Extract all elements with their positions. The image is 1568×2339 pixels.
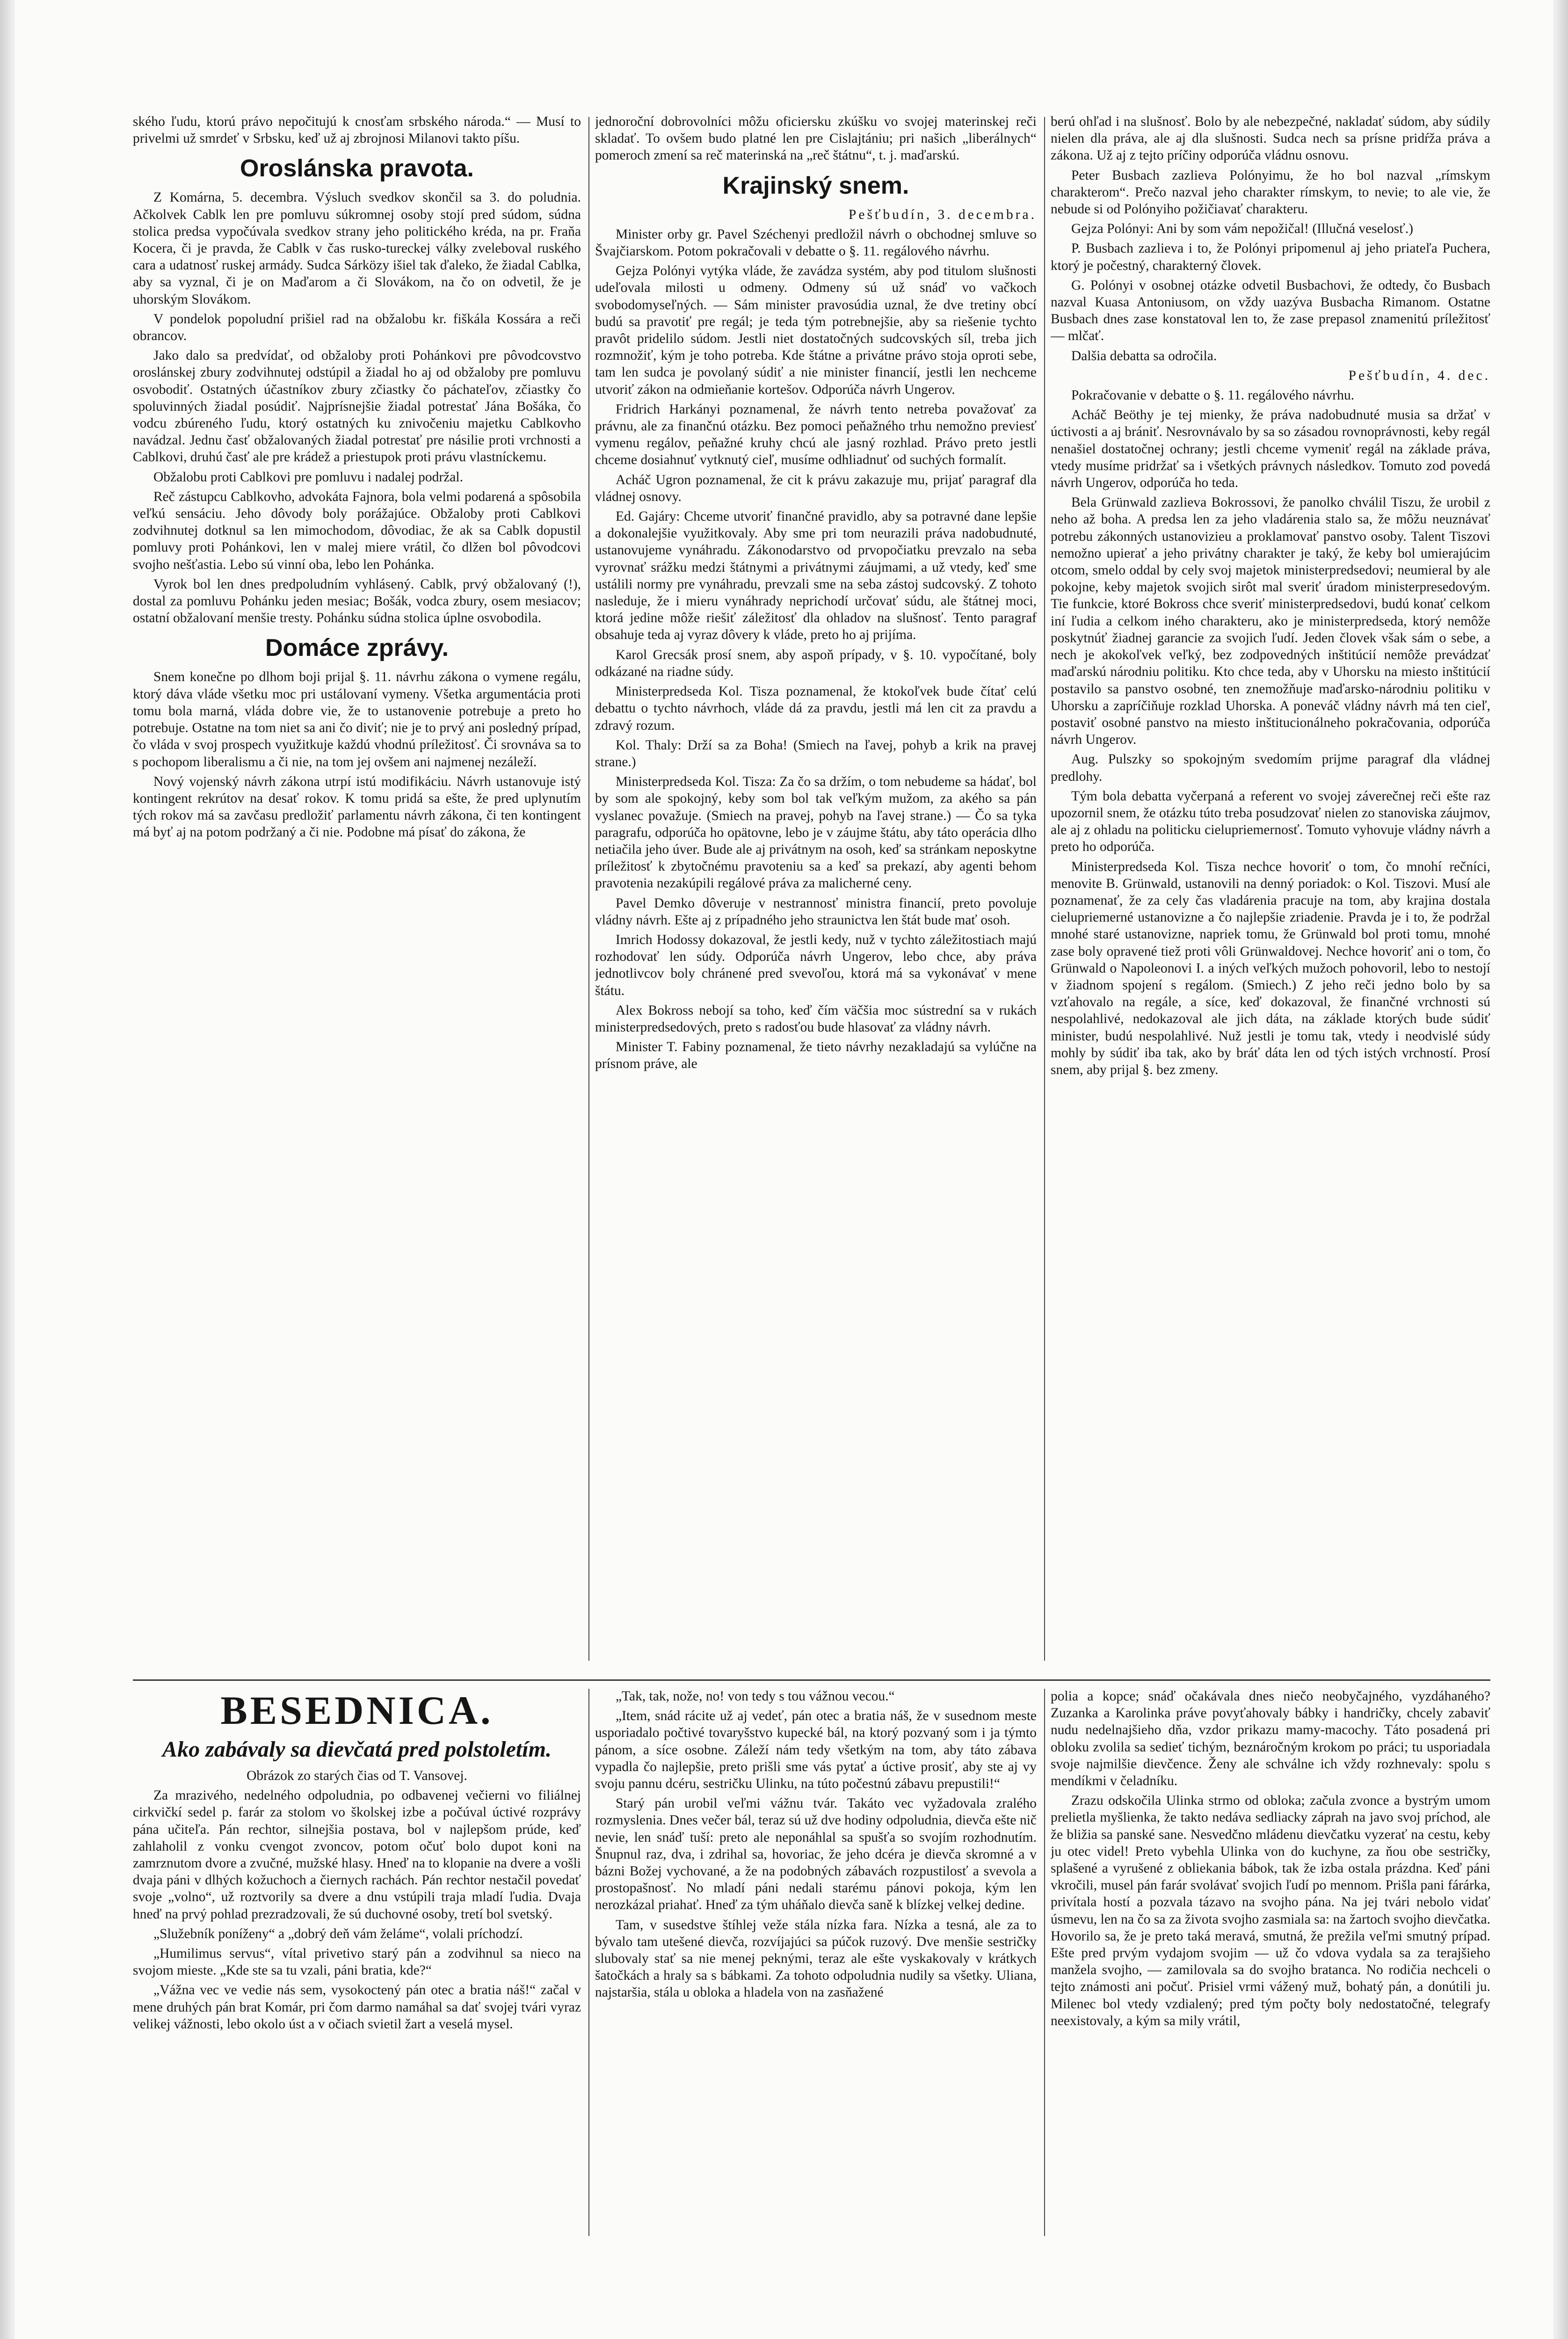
column-rule bbox=[588, 1689, 589, 2236]
paragraph: Peter Busbach zazlieva Polónyimu, že ho bol nazval „rímskym charakterom“. Prečo nazval jeho charakter rímskym, to nevie; to ale vie, že nebude si od Polónyiho požičiavať charakteru. bbox=[1051, 167, 1490, 217]
paragraph: Reč zástupcu Cablkovho, advokáta Fajnora, bola velmi podarená a spôsobila veľkú sensáciu. Jeho dôvody boly porážajúce. Obžaloby proti Cablkovi zodvihnutej dotknul sa len mimochodom, dôvodiac, že ak sa Cablk dopustil pomluvy proti Pohánkovi, len v malej miere vrátil, čo dlžen bol pôvodcovi svojho nešťastia. Lebo sú vinní oba, lebo len Pohánka. bbox=[133, 489, 581, 572]
paragraph: Jako dalo sa predvídať, od obžaloby proti Pohánkovi pre pôvodcovstvo oroslánskej zbury zodvihnutej odstúpil a žiadal ho aj od obžaloby pre pomluvu osvobodiť. Ostatných účastníkov zbury zčiastky čo páchateľov, zčiastky čo spoluvinných žiadal posúdiť. Najprísnejšie žiadal potrestať Jána Bošáka, čo vodcu zbúreného ľudu, ktorý ostatných ku znivočeniu majetku Cablkovho navádzal. Jednu časť obžalovaných žiadal potrestať pre násilie proti vrchnosti a Cablkovi, druhú časť ale pre krádež a priestupok proti právu vlastníckemu. bbox=[133, 348, 581, 465]
paragraph: Alex Bokross nebojí sa toho, keď čím väčšia moc sústrední sa v rukách ministerpredsedových, preto s radosťou bude hlasovať za vládny návrh. bbox=[595, 1002, 1037, 1035]
besednica-subtitle: Ako zabávaly sa dievčatá pred polstoletím. bbox=[162, 1737, 552, 1762]
paragraph: Ministerpredseda Kol. Tisza poznamenal, že ktokoľvek bude čítať celú debattu o tychto návrhoch, vláde dá za pravdu, jestli má len cit za pravdu a zdravý rozum. bbox=[595, 684, 1037, 733]
dateline: Pešťbudín, 4. dec. bbox=[1348, 368, 1490, 383]
besednica-byline: Obrázok zo starých čias od T. Vansovej. bbox=[247, 1768, 467, 1783]
scan-edge-left bbox=[0, 0, 15, 2339]
besednica-column-1 bbox=[133, 1688, 581, 2240]
paragraph: Gejza Polónyi vytýka vláde, že zavádza systém, aby pod titulom slušnosti udeľovala milosti u odmeny. Odmeny sú už snáď vo vačkoch svobodomyseľných. — Sám minister pravosúdia uznal, že dve tretiny obcí budú sa pravotiť pre regál; je teda tým potrebnejšie, aby sa riešenie tychto pravôt pridelilo súdom. Jestli niet dostatočných sudcovských síl, treba jich rozmnožiť, kým je toho potreba. Kde štátne a privátne právo stoja oproti sebe, tam len sudca je povolaný súdiť a nie minister financií, jestli len nechceme utvoriť zákon na odmieňanie kortešov. Odporúča návrh Ungerov. bbox=[595, 263, 1037, 397]
paragraph: Snem konečne po dlhom boji prijal §. 11. návrhu zákona o vymene regálu, ktorý dáva vláde všetku moc pri ustálovaní vymeny. Všetka argumentácia proti tomu bola marná, vláda dobre vie, že to ustanovenie potrebuje a preto ho potrebuje. Ostatne na tom niet sa ani čo diviť; nie je to prvý ani posledný prípad, čo vláda v svoj prospech využitkuje každú vhodnú príležitosť. Či srovnáva sa to s pochopom liberalismu a či nie, na tom jej ovšem ani najmenej nezáleží. bbox=[133, 669, 581, 770]
paragraph: Dalšia debatta sa odročila. bbox=[1071, 348, 1217, 363]
paragraph: Obžalobu proti Cablkovi pre pomluvu i nadalej podržal. bbox=[153, 469, 463, 485]
paragraph: Tým bola debatta vyčerpaná a referent vo svojej záverečnej reči ešte raz upozornil snem, že otázku túto treba posudzovať nielen zo stanoviska záujmov, ale aj z ohladu na politicku cielupriemernosť. Tomuto vyhovuje vládny návrh a preto ho odporúča. bbox=[1051, 788, 1490, 855]
paragraph: P. Busbach zazlieva i to, že Polónyi pripomenul aj jeho priateľa Puchera, ktorý je počestný, charakterný človek. bbox=[1051, 241, 1490, 273]
besednica-title: BESEDNICA. bbox=[220, 1688, 494, 1733]
upper-column-2 bbox=[595, 113, 1037, 1671]
paragraph: „Tak, tak, nože, no! von tedy s tou vážnou vecou.“ bbox=[616, 1689, 895, 1704]
paragraph: Minister orby gr. Pavel Széchenyi predložil návrh o obchodnej smluve so Švajčiarskom. Potom pokračovali v debatte o §. 11. regálového návrhu. bbox=[595, 226, 1037, 259]
paragraph: Ministerpredseda Kol. Tisza nechce hovoriť o tom, čo mnohí rečníci, menovite B. Grünwald, ustanovili na denný poriadok: o Kol. Tiszovi. Musí ale poznamenať, že za cely čas vladárenia pracuje na tom, aby krajina dostala cielupriemerné ustanovizne a čo najlepšie zriadenie. Pravda je i to, že podržal mnohé staré ustanovizne, napriek tomu, že Grünwald bol proti tomu, mnohé zase boly opravené tiež proti vôli Grünwaldovej. Nechce hovoriť ani o tom, čo Grünwald o Napoleonovi I. a iných veľkých mužoch pohovoril, lebo to nestojí v žiadnom spojení s regálom. (Smiech.) Z jeho reči jedno bolo by sa vzťahovalo na regále, a síce, keď dokazoval, že finančné vrchnosti sú nespolahlivé, nedokazoval ale jich dáta, na základe ktorých bude súdiť minister, budú nespolahlivé. Nuž jestli je tomu tak, vtedy i neodvislé súdy mohly by súdiť iba tak, ako by bráť dáta len od tých istých vrchností. Prosí snem, aby prijal §. bez zmeny. bbox=[1051, 859, 1490, 1077]
column-rule bbox=[1044, 117, 1045, 1661]
paragraph: „Humilimus servus“, vítal privetivo starý pán a zodvihnul sa nieco na svojom mieste. „Kde ste sa tu vzali, páni bratia, kde?“ bbox=[133, 1946, 581, 1978]
paragraph: Kol. Thaly: Drží sa za Boha! (Smiech na ľavej, pohyb a krik na pravej strane.) bbox=[595, 737, 1037, 770]
col1-opening: ského ľudu, ktorú právo nepočitujú k cnosťam srbského národa.“ — Musí to privelmi už smrdeť v Srbsku, keď už aj zbrojnosi Milanovi takto píšu. bbox=[133, 114, 581, 146]
besednica-column-3 bbox=[1051, 1688, 1490, 2240]
paragraph: Gejza Polónyi: Ani by som vám nepožičal! (Illučná veselosť.) bbox=[1071, 221, 1414, 237]
paragraph: Pavel Demko dôveruje v nestrannosť ministra financií, preto povoluje vládny návrh. Ešte aj z prípadného jeho straunictva len štát bude mať osoh. bbox=[595, 895, 1037, 928]
dateline: Pešťbudín, 3. decembra. bbox=[848, 207, 1037, 222]
paragraph: „Služebník poníženy“ a „dobrý deň vám želáme“, volali príchodzí. bbox=[153, 1926, 523, 1941]
paragraph: Za mrazivého, nedelného odpoludnia, po odbavenej večierni vo filiálnej cirkvičkí sedel p. farár za stolom vo školskej izbe a počúval úctivé rozprávy pána učiteľa. Pán rechtor, silnejšia postava, bol v najlepšom prúde, keď zahlaholil z vonku cvengot zvoncov, potom očuť bolo dupot koni na zamrznutom dvore a zvučné, mužské hlasy. Hneď na to klopanie na dvere a vošli dvaja páni v dlhých kožuchoch a čiernych rachách. Pán rechtor nestačil povedať svoje „volno“, už roztvorily sa dvere a dnu vstúpili traja mladí ľudia. Dvaja hneď na prvý pohlad prezradzovali, že sú duchovné osoby, tretí bol svetský. bbox=[133, 1788, 581, 1922]
paragraph: Aug. Pulszky so spokojným svedomím prijme paragraf dla vládnej predlohy. bbox=[1051, 752, 1490, 784]
paragraph: Vyrok bol len dnes predpoludním vyhlásený. Cablk, prvý obžalovaný (!), dostal za pomluvu Pohánku jeden mesiac; Bošák, vodca zbury, osem mesiacov; ostatní obžalovaní menšie tresty. Pohánku súdna stolica úplne osvobodila. bbox=[133, 576, 581, 626]
column-rule bbox=[588, 117, 589, 1661]
paragraph: Zrazu odskočila Ulinka strmo od obloka; začula zvonce a bystrým umom prelietla myšlienka, že takto nedáva sedliacky záprah na javo svoj príchod, ale že bližia sa panské sane. Nesvedčno mládenu dievčatku vyzerať na cestu, keby ju otec videl! Preto vybehla Ulinka von do kuchyne, za ňou obe sestričky, splašené a vyrušené z obliekania bábok, tak že izba ostala prázdna. Keď páni vkročili, musel pán farár svolávať svojich ľudí po mennom. Prišla pani fárárka, privítala hostí a pozvala tázavo na svojho pána. Na jej tvári nebolo vidať úsmevu, len na čo sa za života svojho zasmiala sa: na žartoch svojho dievčatka. Hovorilo sa, že je preto taká meravá, smutná, že prežila veľmi smutný prípad. Ešte pred prvým vydajom svojim — už čo vdova vydala sa za terajšieho manžela svojho, — zamilovala sa do svojho bratanca. No rodičia nechceli o tejto známosti ani počuť. Prisiel vrmi vážený muž, bohatý pán, a donútili ju. Milenec bol vtedy vzdialený; pred tým počty boly nedostatočné, telegrafy neexistovaly, a kým sa mily vrátil, bbox=[1051, 1793, 1490, 2028]
paragraph: Acháč Beöthy je tej mienky, že práva nadobudnuté musia sa držať v úctivosti a aj brániť. Nesrovnávalo by sa so zásadou rovnoprávnosti, keby regál nenašiel dostatočnej ochrany; jestli chceme vymeniť regál na základe práva, vtedy musíme pridržať sa i všetkých právnych následkov. Tomuto zod povedá návrh Ungerov, odporúča ho teda. bbox=[1051, 407, 1490, 491]
paragraph: Ed. Gajáry: Chceme utvoriť finančné pravidlo, aby sa potravné dane lepšie a dokonalejšie využitkovaly. Aby sme pri tom neurazili práva nadobudnuté, ustanovujeme vynáhradu. Zákonodarstvo od prvopočiatku prevzalo na seba vyrovnať srážku medzi štátnymi a privátnymi záujmami, a už vtedy, keď sme ustálili normy pre vynáhradu, prevzali sme na seba zástoj sudcovský. Z tohoto nasleduje, že i mieru vynáhrady neprichodí určovať súdu, ale štátnej moci, ktorá jedine môže riešiť záležitosť dla ohladov na slušnosť. Tento paragraf obsahuje teda aj vyraz dôvery k vláde, preto ho aj prijíma. bbox=[595, 509, 1037, 643]
paragraph: Z Komárna, 5. decembra. Výsluch svedkov skončil sa 3. do poludnia. Ačkolvek Cablk len pre pomluvu súkromnej osoby stojí pred súdom, súdna stolica predsa vypočúvala svedkov strany jeho politického kréda, na pr. Fraňa Kocera, či je pravda, že Cablk v čas rusko-tureckej války zveleboval ruského cara a udatnosť ruskej armády. Sudca Sárközy išiel tak ďaleko, že žiadal Cablka, aby sa vyznal, či je on Maďarom a či Slovákom, na čo on odvetil, že je uhorským Slovákom. bbox=[133, 190, 581, 307]
paragraph: polia a kopce; snáď očakávala dnes niečo neobyčajného, vyzdáhaného? Zuzanka a Karolinka práve povyťahovaly bábky i handričky, chcely zabaviť nudu nedelnajšieho dňa, vzdor prikazu mamy-macochy. Táto posadená pri obloku zvolila sa sedieť tichým, beznáročným krokom po práci; tu usporiadala svoje najmilšie dievčence. Ženy ale schválne ich vždy rozhnevaly: spolu s mendíkmi v čeladníku. bbox=[1051, 1689, 1490, 1789]
col2-opening: jednoroční dobrovolníci môžu oficiersku zkúšku vo svojej materinskej reči skladať. To ovšem budo platné len pre Cislajtániu; pri našich „liberálnych“ pomeroch zmení sa reč materinská na „reč štátnu“, t. j. maďarskú. bbox=[595, 114, 1037, 163]
besednica-column-2 bbox=[595, 1688, 1037, 2240]
paragraph: G. Polónyi v osobnej otázke odvetil Busbachovi, že odtedy, čo Busbach nazval Kuasa Antoniusom, on vždy uazýva Busbacha Rimanom. Ostatne Busbach dnes zase konstatoval len to, že zase prepasol znamenitú príležitosť — mlčať. bbox=[1051, 277, 1490, 344]
column-rule bbox=[1044, 1689, 1045, 2236]
section-divider bbox=[133, 1679, 1490, 1681]
paragraph: Karol Grecsák prosí snem, aby aspoň prípady, v §. 10. vypočítané, boly odkázané na riadne súdy. bbox=[595, 647, 1037, 679]
paragraph: Imrich Hodossy dokazoval, že jestli kedy, nuž v tychto záležitostiach majú rozhodovať len súdy. Odporúča návrh Ungerov, lebo chce, aby práva jednotlivcov boly chránené pred svevoľou, ktorá má sa vykonávať v mene štátu. bbox=[595, 932, 1037, 998]
upper-column-1 bbox=[133, 113, 581, 1671]
paragraph: Tam, v susedstve štíhlej veže stála nízka fara. Nízka a tesná, ale za to bývalo tam utešené dievča, rozvíjajúci sa púčok ruzový. Dve menšie sestričky slubovaly stať sa nie menej peknými, teraz ale ešte vyskakovaly v krátkych šatočkách a hraly sa s bábkami. Za tohoto odpoludnia nudily sa všetky. Uliana, najstaršia, stála u obloka a hladela von na zasňažené bbox=[595, 1917, 1037, 2000]
paragraph: Fridrich Harkányi poznamenal, že návrh tento netreba považovať za právnu, ale za finančnú otázku. Bez pomoci peňažného trhu nemožno previesť vymenu regálov, peňažné kruhy chcú ale jasný rozhlad. Právo preto jestli chceme dosiahnuť vytknutý cieľ, musíme odhliadnuť od suchých formalít. bbox=[595, 401, 1037, 468]
col3-opening: berú ohľad i na slušnosť. Bolo by ale nebezpečné, nakladať súdom, aby súdily nielen dla práva, ale aj dla slušnosti. Sudca nech sa prísne pridŕža práva a zákona. Už aj z tejto príčiny odporúča vládnu osnovu. bbox=[1051, 114, 1490, 163]
paragraph: Nový vojenský návrh zákona utrpí istú modifikáciu. Návrh ustanovuje istý kontingent rekrútov na desať rokov. K tomu pridá sa ešte, že pred uplynutím tých rokov má sa zavčasu predložiť parlamentu návrh zákona, či ten kontingent má byť aj na potom podržaný a či nie. Podobne má písať do zákona, že bbox=[133, 774, 581, 840]
paragraph: Pokračovanie v debatte o §. 11. regálového návrhu. bbox=[1071, 388, 1355, 403]
heading-domace-zpravy: Domáce zprávy. bbox=[265, 634, 449, 662]
paragraph: V pondelok popoludní prišiel rad na obžalobu kr. fiškála Kossára a reči obrancov. bbox=[133, 311, 581, 344]
paragraph: „Item, snád rácite už aj vedeť, pán otec a bratia náš, že v susednom meste usporiadalo počtivé tovaryšstvo kupecké bál, na ktorý pozvaný som i ja týmto pánom, a síce osobne. Záleží nám tedy všetkým na tom, aby táto zábava vypadla čo najlepšie, preto prišli sme vás pytať a úctive prosiť, aby ste aj vy svoju pannu dcéru, sestričku Ulinku, na túto počestnú zábavu prepustili!“ bbox=[595, 1708, 1037, 1792]
paragraph: Starý pán urobil veľmi vážnu tvár. Takáto vec vyžadovala zralého rozmyslenia. Dnes večer bál, teraz sú už dve hodiny odpoludnia, dievča ešte nič nevie, len snáď tuší: preto ale neponáhlal sa spušťa so svojím rozhodnutím. Šnupnul raz, dva, i zdrihal sa, hovoriac, že jeho dcéra je dievča skromné a v bázni Božej vychované, a že na podobných zábavách rozpustilosť a svevola a prostopašnosť. No mladí páni nedali starému pánovi pokoja, kým len nerozkázal priahať. Hneď za tým uháňalo dievča saně k blízkej velkej dedine. bbox=[595, 1796, 1037, 1913]
paragraph: Minister T. Fabiny poznamenal, že tieto návrhy nezakladajú sa vylúčne na prísnom práve, ale bbox=[595, 1039, 1037, 1072]
paragraph: Bela Grünwald zazlieva Bokrossovi, že panolko chválil Tiszu, že urobil z neho až boha. A predsa len za jeho vladárenia stalo sa, že môžu neuznávať potrebu zákonných ustanovizieu a proklamovať panstvo osoby. Talent Tiszovi nemožno upierať a jeho privátny charakter je taký, že keby bol umierajúcim otcom, smelo oddal by cely svoj majetok ministerpredsedovi; neumieral by ale pokojne, keby majetok svojich sirôt mal sveriť úradom ministerpresedovým. Tie funkcie, ktoré Bokross chce sveriť ministerpredsedovi, budú konať celkom iní ľudia a celkom iného charakteru, ako je ministerpredseda, ktorý nemôže poskytnúť žiadnej garancie za svojich ľudí. Jeden človek však sám o sebe, a nech je akokoľvek veľký, bez zodpovedných inštitúcií nemôže prevádzať maďarskú národniu politiku. Kto chce teda, aby v Uhorsku na miesto inštitúcií postavilo sa panstvo osobné, ten znemožňuje maďarsko-národniu politiku v Uhorsku a zapríčiňuje rozklad Uhorska. A poneváč vládny návrh má ten cieľ, postaviť osobné panstvo na miesto inštitucionálneho pokračovania, odporúča návrh Ungerov. bbox=[1051, 495, 1490, 748]
paragraph: Acháč Ugron poznamenal, že cit k právu zakazuje mu, prijať paragraf dla vládnej osnovy. bbox=[595, 472, 1037, 504]
scan-edge-right bbox=[1553, 0, 1568, 2339]
upper-column-3 bbox=[1051, 113, 1490, 1671]
paragraph: „Vážna vec ve vedie nás sem, vysokoctený pán otec a bratia náš!“ začal v mene druhých pán brat Komár, pri čom darmo namáhal sa dať svojej tvári vyraz velikej vážnosti, lebo okolo úst a v očiach svietil žart a veselá mysel. bbox=[133, 1983, 581, 2032]
heading-oroslanska-pravota: Oroslánska pravota. bbox=[240, 155, 474, 182]
paragraph: Ministerpredseda Kol. Tisza: Za čo sa držím, o tom nebudeme sa hádať, bol by som ale spokojný, keby som bol tak veľkým mužom, za akého sa pán vyslanec považuje. (Smiech na pravej, pohyb na ľavej strane.) — Čo sa tyka paragrafu, odporúča ho opätovne, lebo je v záujme štátu, aby táto operácia dlho netiačila jeho úver. Bude ale aj privátnym na osoh, keď sa stránkam neposkytne príležitosť k zbytočnému pravoteniu sa a keď sa prekazí, aby agenti behom pravotenia nezakúpili regálové práva za malicherné ceny. bbox=[595, 774, 1037, 891]
heading-krajinsky-snem: Krajinský snem. bbox=[722, 172, 909, 199]
